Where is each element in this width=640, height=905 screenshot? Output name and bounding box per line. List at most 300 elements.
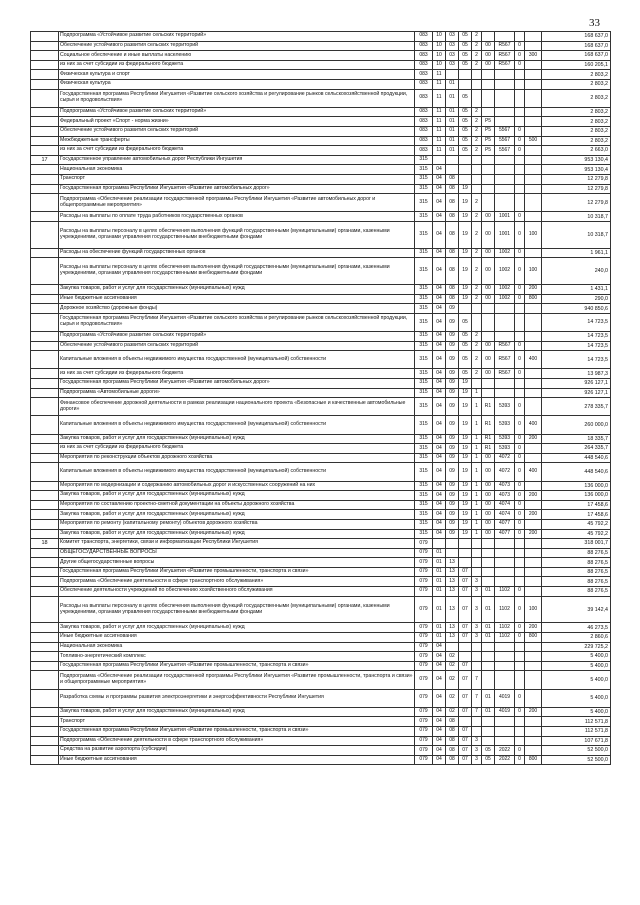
subsection-code: 09 bbox=[446, 444, 459, 454]
table-row bbox=[31, 107, 611, 117]
section-code: 04 bbox=[433, 689, 446, 707]
direction-code: 1002 bbox=[495, 258, 515, 285]
program-code: 07 bbox=[459, 726, 472, 736]
expense-type-code: 100 bbox=[525, 221, 542, 248]
subsection-code: 08 bbox=[446, 736, 459, 746]
row-name: Закупка товаров, работ и услуг для государственных (муниципальных) нужд bbox=[59, 529, 415, 539]
subsection-code: 13 bbox=[446, 633, 459, 643]
subsection-code: 09 bbox=[446, 500, 459, 510]
direction-code bbox=[495, 717, 515, 727]
row-name: Подпрограмма «Обеспечение реализации государственной программы Республики Ингушетия «Развитие автомобильных дорог и общепрограммные мероприятия» bbox=[59, 194, 415, 212]
row-number bbox=[31, 79, 59, 89]
row-amount: 10 318,7 bbox=[542, 221, 611, 248]
table-row bbox=[31, 294, 611, 304]
program-code: 19 bbox=[459, 379, 472, 389]
section-code: 04 bbox=[433, 642, 446, 652]
row-number bbox=[31, 285, 59, 295]
section-code: 10 bbox=[433, 51, 446, 61]
event-code bbox=[482, 165, 495, 175]
ext-code: 0 bbox=[515, 60, 525, 70]
section-code: 04 bbox=[433, 221, 446, 248]
row-number bbox=[31, 351, 59, 369]
ministry-code: 315 bbox=[415, 294, 433, 304]
event-code: 00 bbox=[482, 341, 495, 351]
expense-type-code bbox=[525, 41, 542, 51]
direction-code: 4074 bbox=[495, 500, 515, 510]
row-amount: 5 400,0 bbox=[542, 652, 611, 662]
table-row bbox=[31, 746, 611, 756]
section-code: 04 bbox=[433, 463, 446, 481]
subsection-code: 09 bbox=[446, 388, 459, 398]
program-code bbox=[459, 304, 472, 314]
row-amount: 88 276,5 bbox=[542, 567, 611, 577]
subsection-code bbox=[446, 642, 459, 652]
ministry-code: 079 bbox=[415, 623, 433, 633]
ministry-code: 315 bbox=[415, 258, 433, 285]
event-code bbox=[482, 548, 495, 558]
table-row bbox=[31, 707, 611, 717]
ministry-code: 079 bbox=[415, 587, 433, 597]
row-number bbox=[31, 294, 59, 304]
ministry-code: 315 bbox=[415, 529, 433, 539]
row-name: Государственная программа Республики Ингушетия «Развитие промышленности, транспорта и связи» bbox=[59, 661, 415, 671]
subsection-code bbox=[446, 165, 459, 175]
direction-code bbox=[495, 313, 515, 331]
event-code bbox=[482, 642, 495, 652]
section-code: 01 bbox=[433, 558, 446, 568]
expense-type-code bbox=[525, 126, 542, 136]
expense-type-code bbox=[525, 500, 542, 510]
row-name: Транспорт bbox=[59, 174, 415, 184]
program-code: 19 bbox=[459, 388, 472, 398]
ext-code: 0 bbox=[515, 258, 525, 285]
ministry-code: 315 bbox=[415, 434, 433, 444]
program-code: 07 bbox=[459, 596, 472, 623]
row-amount: 926 127,1 bbox=[542, 388, 611, 398]
expense-type-code bbox=[525, 548, 542, 558]
expense-type-code bbox=[525, 642, 542, 652]
program-code: 05 bbox=[459, 41, 472, 51]
direction-code: 1102 bbox=[495, 633, 515, 643]
subsection-code: 09 bbox=[446, 341, 459, 351]
row-number bbox=[31, 707, 59, 717]
ministry-code: 079 bbox=[415, 671, 433, 689]
row-amount: 88 276,5 bbox=[542, 548, 611, 558]
expense-type-code bbox=[525, 746, 542, 756]
event-code: 00 bbox=[482, 51, 495, 61]
subprogram-code bbox=[472, 539, 482, 549]
ministry-code: 315 bbox=[415, 285, 433, 295]
table-row bbox=[31, 491, 611, 501]
row-name: Комитет транспорта, энергетики, связи и информатизации Республики Ингушетия bbox=[59, 539, 415, 549]
ministry-code: 079 bbox=[415, 567, 433, 577]
ministry-code: 315 bbox=[415, 184, 433, 194]
row-number bbox=[31, 623, 59, 633]
table-row bbox=[31, 519, 611, 529]
row-name: Обеспечение устойчивого развития сельских территорий bbox=[59, 341, 415, 351]
ext-code: 0 bbox=[515, 453, 525, 463]
expense-type-code bbox=[525, 661, 542, 671]
subprogram-code bbox=[472, 726, 482, 736]
expense-type-code bbox=[525, 60, 542, 70]
program-code: 19 bbox=[459, 184, 472, 194]
ministry-code: 079 bbox=[415, 746, 433, 756]
subprogram-code: 7 bbox=[472, 671, 482, 689]
subprogram-code: 3 bbox=[472, 623, 482, 633]
section-code: 04 bbox=[433, 304, 446, 314]
ext-code: 0 bbox=[515, 434, 525, 444]
row-amount: 2 663,0 bbox=[542, 146, 611, 156]
row-number bbox=[31, 558, 59, 568]
ext-code bbox=[515, 174, 525, 184]
section-code: 01 bbox=[433, 577, 446, 587]
event-code bbox=[482, 577, 495, 587]
event-code bbox=[482, 332, 495, 342]
expense-type-code: 500 bbox=[525, 136, 542, 146]
direction-code bbox=[495, 32, 515, 42]
table-row bbox=[31, 126, 611, 136]
row-number bbox=[31, 463, 59, 481]
subsection-code: 13 bbox=[446, 596, 459, 623]
subprogram-code: 2 bbox=[472, 60, 482, 70]
table-row bbox=[31, 510, 611, 520]
row-amount: 448 540,6 bbox=[542, 463, 611, 481]
direction-code: 4074 bbox=[495, 510, 515, 520]
row-name: Подпрограмма «Обеспечение деятельности в сфере транспортного обслуживания» bbox=[59, 577, 415, 587]
row-number bbox=[31, 194, 59, 212]
direction-code bbox=[495, 89, 515, 107]
ministry-code: 315 bbox=[415, 313, 433, 331]
program-code: 19 bbox=[459, 294, 472, 304]
row-number bbox=[31, 491, 59, 501]
ext-code: 0 bbox=[515, 351, 525, 369]
expense-type-code: 300 bbox=[525, 51, 542, 61]
program-code: 05 bbox=[459, 341, 472, 351]
row-amount: 2 803,2 bbox=[542, 126, 611, 136]
row-number bbox=[31, 453, 59, 463]
row-amount: 448 540,6 bbox=[542, 453, 611, 463]
table-row bbox=[31, 671, 611, 689]
event-code: 00 bbox=[482, 369, 495, 379]
section-code: 04 bbox=[433, 369, 446, 379]
row-amount: 112 571,8 bbox=[542, 717, 611, 727]
subsection-code: 02 bbox=[446, 671, 459, 689]
expense-type-code bbox=[525, 184, 542, 194]
table-row bbox=[31, 434, 611, 444]
subsection-code: 08 bbox=[446, 726, 459, 736]
ext-code bbox=[515, 736, 525, 746]
event-code: 01 bbox=[482, 707, 495, 717]
row-amount: 160 205,1 bbox=[542, 60, 611, 70]
section-code: 01 bbox=[433, 587, 446, 597]
row-amount: 318 001,7 bbox=[542, 539, 611, 549]
row-name: Расходы на выплаты по оплате труда работников государственных органов bbox=[59, 212, 415, 222]
direction-code: 5393 bbox=[495, 416, 515, 434]
program-code bbox=[459, 539, 472, 549]
subsection-code: 09 bbox=[446, 481, 459, 491]
program-code: 05 bbox=[459, 126, 472, 136]
row-name: Капитальные вложения в объекты недвижимого имущества государственной (муниципальной) собственности bbox=[59, 416, 415, 434]
row-amount: 18 335,7 bbox=[542, 434, 611, 444]
direction-code bbox=[495, 558, 515, 568]
subsection-code: 09 bbox=[446, 313, 459, 331]
section-code: 04 bbox=[433, 671, 446, 689]
section-code: 11 bbox=[433, 126, 446, 136]
table-row bbox=[31, 567, 611, 577]
ministry-code: 079 bbox=[415, 642, 433, 652]
table-row bbox=[31, 596, 611, 623]
ext-code: 0 bbox=[515, 444, 525, 454]
event-code bbox=[482, 174, 495, 184]
row-name: Государственная программа Республики Ингушетия «Развитие промышленности, транспорта и связи» bbox=[59, 726, 415, 736]
event-code: 01 bbox=[482, 596, 495, 623]
subprogram-code: 2 bbox=[472, 41, 482, 51]
section-code: 11 bbox=[433, 146, 446, 156]
row-amount: 290,0 bbox=[542, 294, 611, 304]
subprogram-code bbox=[472, 558, 482, 568]
row-amount: 1 961,1 bbox=[542, 248, 611, 258]
direction-code: R567 bbox=[495, 351, 515, 369]
program-code: 05 bbox=[459, 107, 472, 117]
row-number bbox=[31, 89, 59, 107]
row-amount: 107 671,8 bbox=[542, 736, 611, 746]
expense-type-code: 100 bbox=[525, 258, 542, 285]
table-row bbox=[31, 481, 611, 491]
direction-code: 2022 bbox=[495, 746, 515, 756]
row-name: Подпрограмма «Обеспечение деятельности в сфере транспортного обслуживания» bbox=[59, 736, 415, 746]
section-code: 04 bbox=[433, 398, 446, 416]
table-row bbox=[31, 689, 611, 707]
row-amount: 112 571,8 bbox=[542, 726, 611, 736]
row-name: Федеральный проект «Спорт - норма жизни» bbox=[59, 117, 415, 127]
event-code bbox=[482, 671, 495, 689]
subprogram-code: 1 bbox=[472, 388, 482, 398]
expense-type-code bbox=[525, 165, 542, 175]
event-code: R1 bbox=[482, 444, 495, 454]
row-number bbox=[31, 165, 59, 175]
ministry-code: 083 bbox=[415, 32, 433, 42]
ministry-code: 315 bbox=[415, 463, 433, 481]
direction-code: 4073 bbox=[495, 481, 515, 491]
row-number bbox=[31, 379, 59, 389]
program-code: 19 bbox=[459, 212, 472, 222]
subsection-code: 08 bbox=[446, 258, 459, 285]
section-code: 11 bbox=[433, 79, 446, 89]
row-name: Иные бюджетные ассигнования bbox=[59, 755, 415, 765]
program-code: 19 bbox=[459, 463, 472, 481]
ext-code: 0 bbox=[515, 369, 525, 379]
row-name: Расходы на обеспечение функций государственных органов bbox=[59, 248, 415, 258]
subsection-code: 02 bbox=[446, 689, 459, 707]
direction-code bbox=[495, 70, 515, 80]
ministry-code: 315 bbox=[415, 444, 433, 454]
program-code: 19 bbox=[459, 500, 472, 510]
row-number bbox=[31, 510, 59, 520]
expense-type-code bbox=[525, 736, 542, 746]
ext-code bbox=[515, 32, 525, 42]
subsection-code bbox=[446, 548, 459, 558]
row-amount: 46 273,5 bbox=[542, 623, 611, 633]
program-code: 19 bbox=[459, 248, 472, 258]
expense-type-code bbox=[525, 146, 542, 156]
row-amount: 52 500,0 bbox=[542, 755, 611, 765]
subsection-code: 09 bbox=[446, 398, 459, 416]
page-number: 33 bbox=[589, 17, 600, 29]
subprogram-code: 7 bbox=[472, 707, 482, 717]
row-name: Мероприятия по составлению проектно-сметной документации на объекты дорожного хозяйства bbox=[59, 500, 415, 510]
subprogram-code: 2 bbox=[472, 351, 482, 369]
table-row bbox=[31, 258, 611, 285]
ext-code: 0 bbox=[515, 221, 525, 248]
row-number bbox=[31, 184, 59, 194]
program-code: 07 bbox=[459, 587, 472, 597]
subprogram-code bbox=[472, 174, 482, 184]
table-row bbox=[31, 184, 611, 194]
subprogram-code: 2 bbox=[472, 285, 482, 295]
table-row bbox=[31, 165, 611, 175]
row-number bbox=[31, 51, 59, 61]
subprogram-code: 3 bbox=[472, 755, 482, 765]
direction-code bbox=[495, 379, 515, 389]
ext-code: 0 bbox=[515, 416, 525, 434]
ext-code: 0 bbox=[515, 755, 525, 765]
row-amount: 2 803,2 bbox=[542, 70, 611, 80]
event-code bbox=[482, 736, 495, 746]
row-name: Дорожное хозяйство (дорожные фонды) bbox=[59, 304, 415, 314]
program-code bbox=[459, 70, 472, 80]
event-code: 00 bbox=[482, 294, 495, 304]
expense-type-code bbox=[525, 671, 542, 689]
subprogram-code: 2 bbox=[472, 146, 482, 156]
row-name: Государственная программа Республики Ингушетия «Развитие автомобильных дорог» bbox=[59, 379, 415, 389]
event-code: 00 bbox=[482, 463, 495, 481]
subprogram-code bbox=[472, 548, 482, 558]
table-row bbox=[31, 587, 611, 597]
subsection-code: 01 bbox=[446, 117, 459, 127]
program-code: 19 bbox=[459, 398, 472, 416]
program-code: 05 bbox=[459, 117, 472, 127]
expense-type-code bbox=[525, 587, 542, 597]
ministry-code: 315 bbox=[415, 453, 433, 463]
direction-code: 4019 bbox=[495, 707, 515, 717]
section-code: 01 bbox=[433, 633, 446, 643]
row-amount: 229 725,2 bbox=[542, 642, 611, 652]
subprogram-code: 2 bbox=[472, 258, 482, 285]
row-amount: 953 130,4 bbox=[542, 155, 611, 165]
table-row bbox=[31, 136, 611, 146]
table-row bbox=[31, 633, 611, 643]
row-name: из них за счет субсидии из федерального бюджета bbox=[59, 369, 415, 379]
subprogram-code bbox=[472, 79, 482, 89]
event-code: 00 bbox=[482, 248, 495, 258]
row-name: Закупка товаров, работ и услуг для государственных (муниципальных) нужд bbox=[59, 623, 415, 633]
expense-type-code: 200 bbox=[525, 434, 542, 444]
subsection-code: 02 bbox=[446, 707, 459, 717]
event-code bbox=[482, 313, 495, 331]
subsection-code: 08 bbox=[446, 184, 459, 194]
section-code: 04 bbox=[433, 652, 446, 662]
ministry-code: 083 bbox=[415, 41, 433, 51]
subsection-code: 03 bbox=[446, 41, 459, 51]
row-amount: 5 400,0 bbox=[542, 671, 611, 689]
subprogram-code bbox=[472, 567, 482, 577]
ext-code bbox=[515, 567, 525, 577]
event-code bbox=[482, 379, 495, 389]
program-code bbox=[459, 652, 472, 662]
direction-code: R567 bbox=[495, 341, 515, 351]
ministry-code: 083 bbox=[415, 136, 433, 146]
row-name: Обеспечение деятельности учреждений по обеспечению хозяйственного обслуживания bbox=[59, 587, 415, 597]
section-code: 04 bbox=[433, 453, 446, 463]
section-code: 11 bbox=[433, 107, 446, 117]
table-row bbox=[31, 577, 611, 587]
subprogram-code bbox=[472, 717, 482, 727]
row-name: Государственная программа Республики Ингушетия «Развитие сельского хозяйства и регулирование рынков сельскохозяйственной продукции, сырья и продовольствия» bbox=[59, 313, 415, 331]
row-number bbox=[31, 313, 59, 331]
row-amount: 260 000,0 bbox=[542, 416, 611, 434]
row-name: Расходы на выплаты персоналу в целях обеспечения выполнения функций государственными (муниципальными) органами, казенными учреждениями, органами управления государственными внебюджетными фондами bbox=[59, 258, 415, 285]
expense-type-code: 200 bbox=[525, 285, 542, 295]
section-code: 04 bbox=[433, 294, 446, 304]
table-row bbox=[31, 558, 611, 568]
direction-code bbox=[495, 79, 515, 89]
subsection-code bbox=[446, 155, 459, 165]
direction-code bbox=[495, 539, 515, 549]
row-amount: 45 792,2 bbox=[542, 529, 611, 539]
program-code: 07 bbox=[459, 671, 472, 689]
ext-code bbox=[515, 304, 525, 314]
row-number bbox=[31, 500, 59, 510]
table-row bbox=[31, 398, 611, 416]
row-name: из них за счет субсидии из федерального бюджета bbox=[59, 146, 415, 156]
program-code bbox=[459, 79, 472, 89]
ext-code: 0 bbox=[515, 519, 525, 529]
ext-code: 0 bbox=[515, 510, 525, 520]
row-number bbox=[31, 529, 59, 539]
row-name: Физическая культура bbox=[59, 79, 415, 89]
section-code: 04 bbox=[433, 212, 446, 222]
event-code bbox=[482, 539, 495, 549]
row-name: Закупка товаров, работ и услуг для государственных (муниципальных) нужд bbox=[59, 285, 415, 295]
program-code: 05 bbox=[459, 89, 472, 107]
subprogram-code: 1 bbox=[472, 398, 482, 416]
event-code: 00 bbox=[482, 212, 495, 222]
subsection-code: 03 bbox=[446, 60, 459, 70]
subsection-code: 02 bbox=[446, 661, 459, 671]
subprogram-code bbox=[472, 184, 482, 194]
section-code: 11 bbox=[433, 117, 446, 127]
section-code: 01 bbox=[433, 623, 446, 633]
row-name: Национальная экономика bbox=[59, 642, 415, 652]
row-number bbox=[31, 146, 59, 156]
program-code: 05 bbox=[459, 51, 472, 61]
row-name: Государственное управление автомобильных дорог Республики Ингушетия bbox=[59, 155, 415, 165]
subsection-code: 09 bbox=[446, 529, 459, 539]
expense-type-code: 200 bbox=[525, 623, 542, 633]
row-amount: 12 279,8 bbox=[542, 184, 611, 194]
expense-type-code bbox=[525, 519, 542, 529]
subsection-code: 09 bbox=[446, 519, 459, 529]
row-number bbox=[31, 174, 59, 184]
ext-code: 0 bbox=[515, 136, 525, 146]
row-name: из них за счет субсидии из федерального бюджета bbox=[59, 444, 415, 454]
direction-code: 4072 bbox=[495, 463, 515, 481]
program-code bbox=[459, 558, 472, 568]
expense-type-code bbox=[525, 332, 542, 342]
row-name: Обеспечение устойчивого развития сельских территорий bbox=[59, 41, 415, 51]
expense-type-code bbox=[525, 304, 542, 314]
subprogram-code: 1 bbox=[472, 491, 482, 501]
